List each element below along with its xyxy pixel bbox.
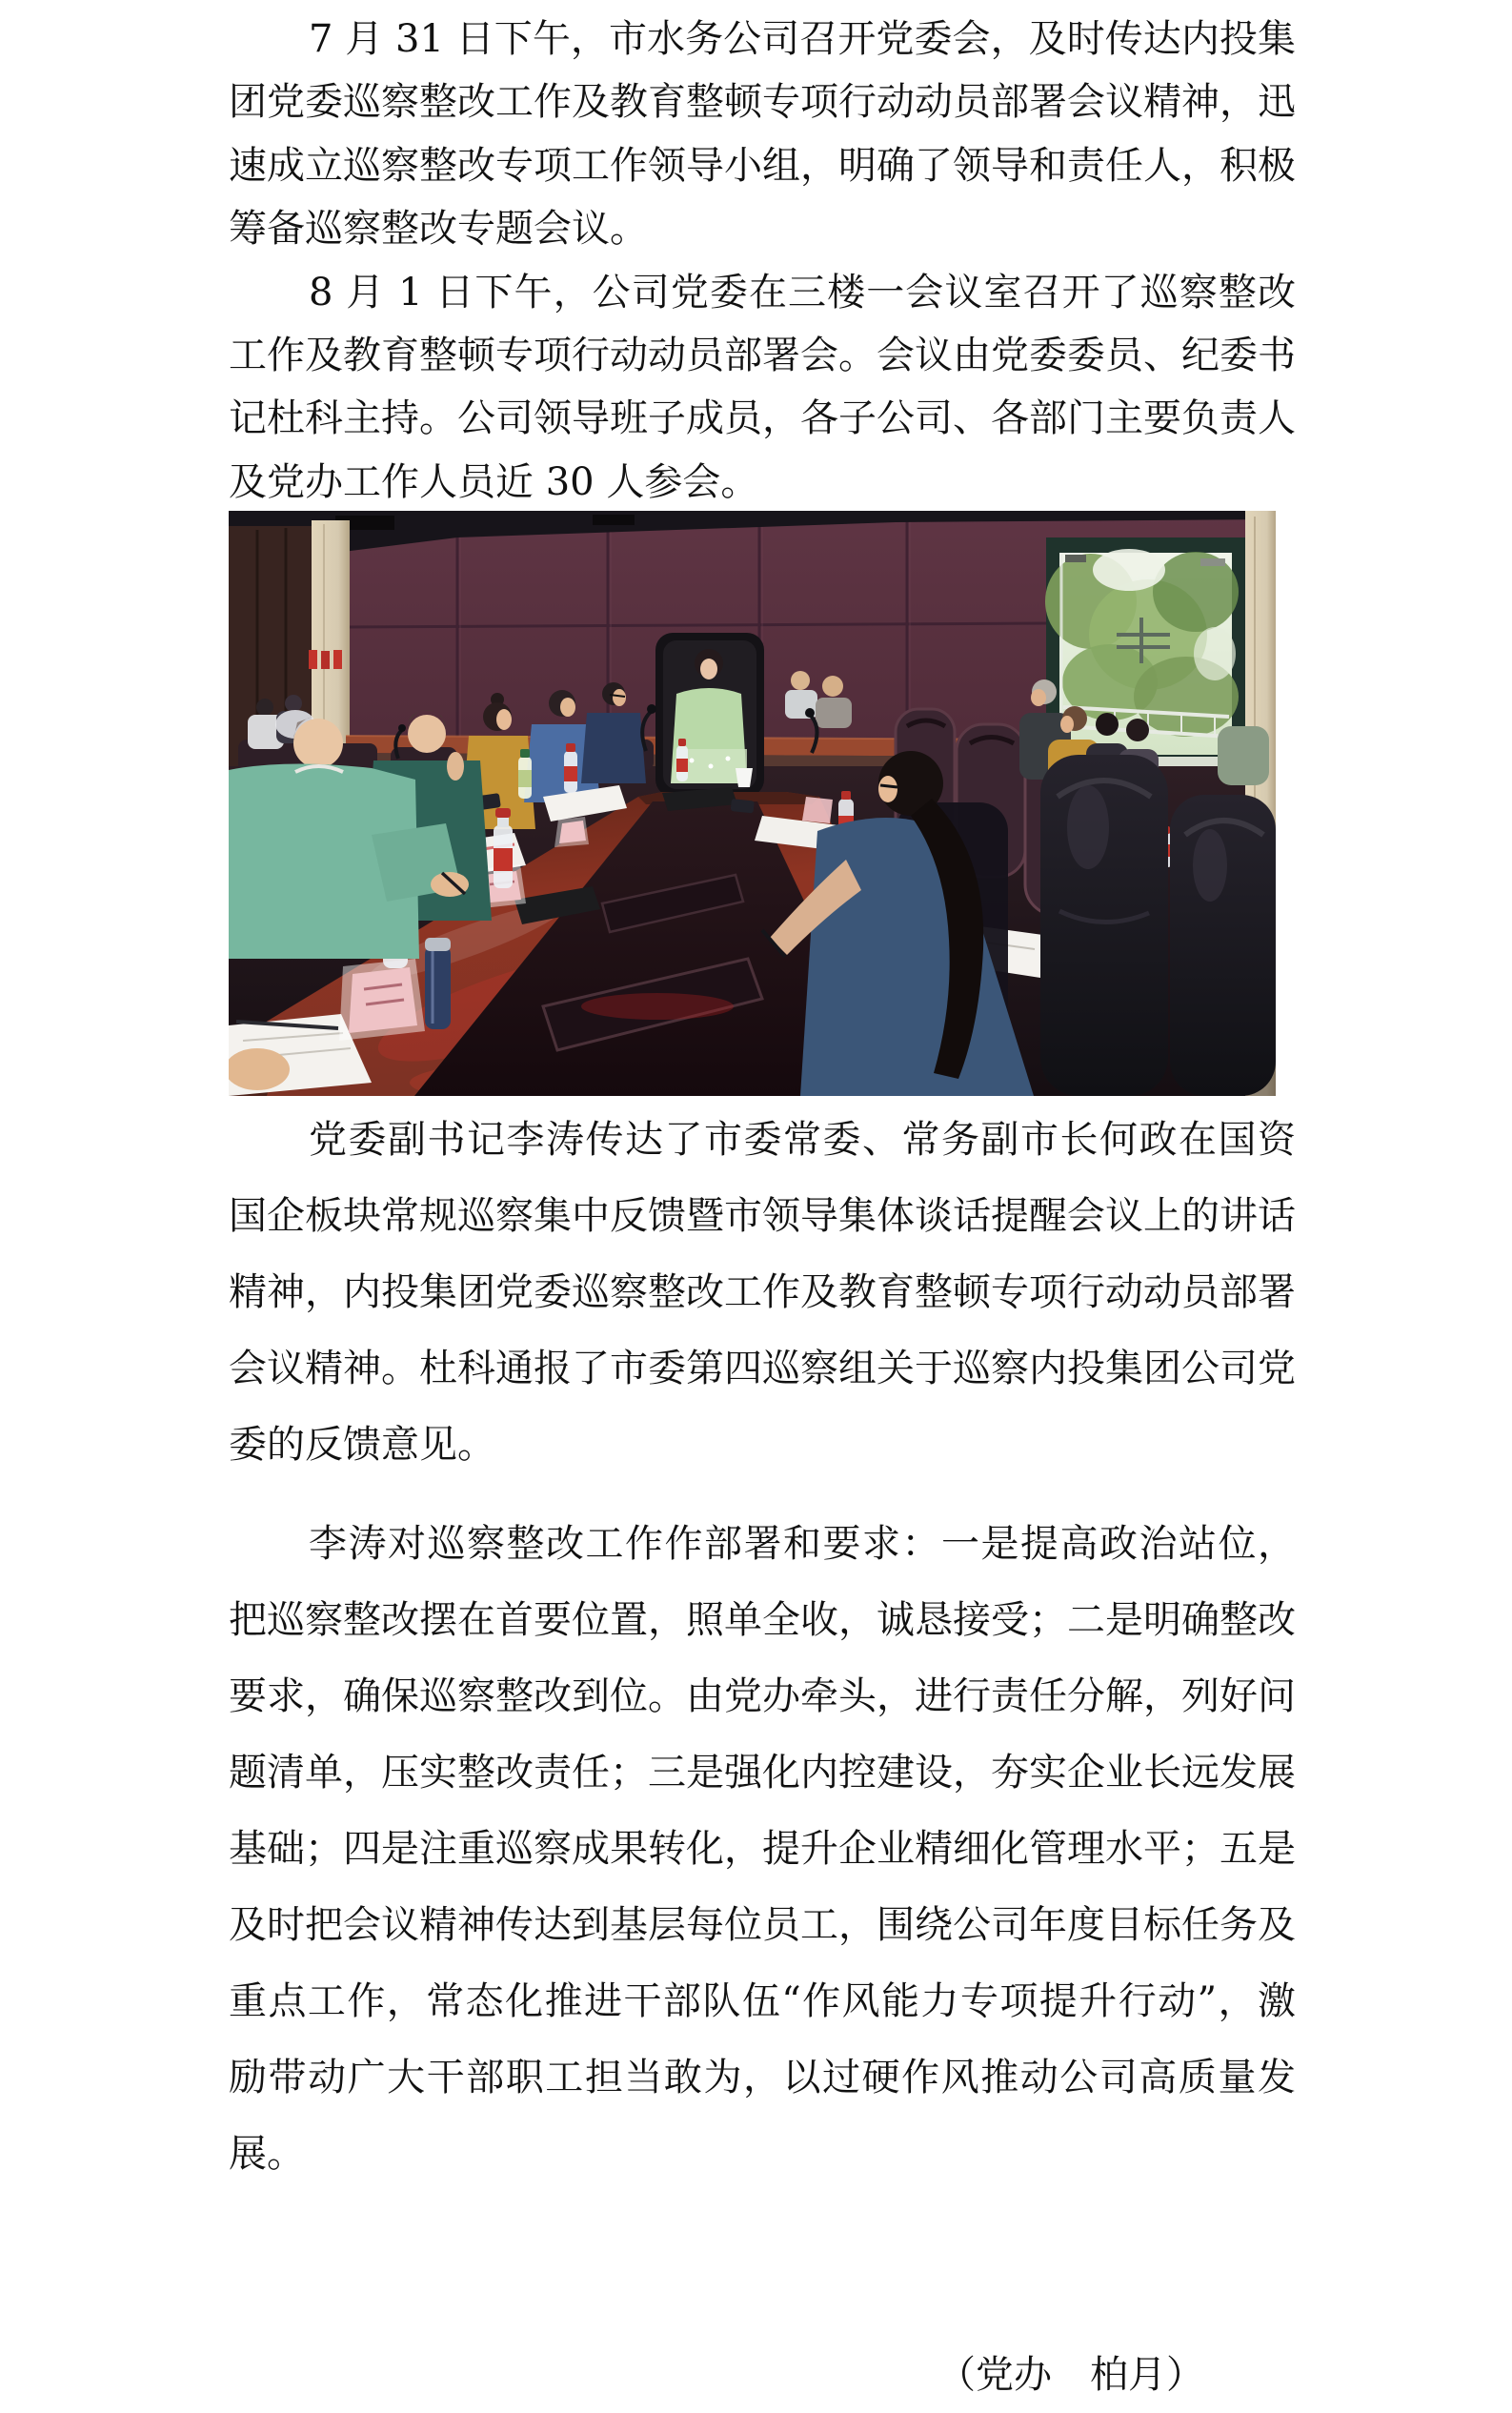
name-card (339, 959, 425, 1041)
name-card (554, 817, 589, 847)
paragraph-1: 7 月 31 日下午，市水务公司召开党委会，及时传达内投集团党委巡察整改工作及教育整顿专项行动动员部署会议精神，迅速成立巡察整改专项工作领导小组，明确了领导和责任人，积极筹备巡察整改专题会议。 (229, 17, 1296, 252)
black-chair-front (1170, 795, 1276, 1096)
name-card (802, 797, 833, 823)
paper-cup (736, 768, 753, 787)
lower-text-block (229, 1102, 1296, 2192)
paragraph-4: 李涛对巡察整改工作作部署和要求：一是提高政治站位，把巡察整改摆在首要位置，照单全收，诚恳接受；二是明确整改要求，确保巡察整改到位。由党办牵头，进行责任分解，列好问题清单，压实整改责任；三是强化内控建设，夯实企业长远发展基础；四是注重巡察成果转化，提升企业精细化管理水平；五是及时把会议精神传达到基层每位员工，围绕公司年度目标任务及重点工作，常态化推进干部队伍“作风能力专项提升行动”，激励带动广大干部职工担当敢为，以过硬作风推动公司高质量发展。 (229, 1522, 1296, 2176)
meeting-photo (229, 511, 1276, 1096)
byline: （党办 柏月） (937, 2353, 1204, 2397)
ac-vent-icon (593, 515, 635, 525)
sage-chair (1218, 726, 1269, 785)
thermos-blue (425, 938, 451, 1029)
meeting-photo-scene (229, 511, 1276, 1096)
upper-text-block (229, 8, 1296, 514)
shelf-bottles (309, 650, 342, 669)
paragraph-2: 8 月 1 日下午，公司党委在三楼一会议室召开了巡察整改工作及教育整顿专项行动动员部署会。会议由党委委员、纪委书记杜科主持。公司领导班子成员，各子公司、各部门主要负责人及党办工作人员近 30 人参会。 (229, 270, 1296, 504)
black-chair-front (1040, 755, 1168, 1096)
paragraph-3: 党委副书记李涛传达了市委常委、常务副市长何政在国资国企板块常规巡察集中反馈暨市领导集体谈话提醒会议上的讲话精神，内投集团党委巡察整改工作及教育整顿专项行动动员部署会议精神。杜科通报了市委第四巡察组关于巡察内投集团公司党委的反馈意见。 (229, 1118, 1296, 1467)
glasses-icon (880, 785, 897, 787)
